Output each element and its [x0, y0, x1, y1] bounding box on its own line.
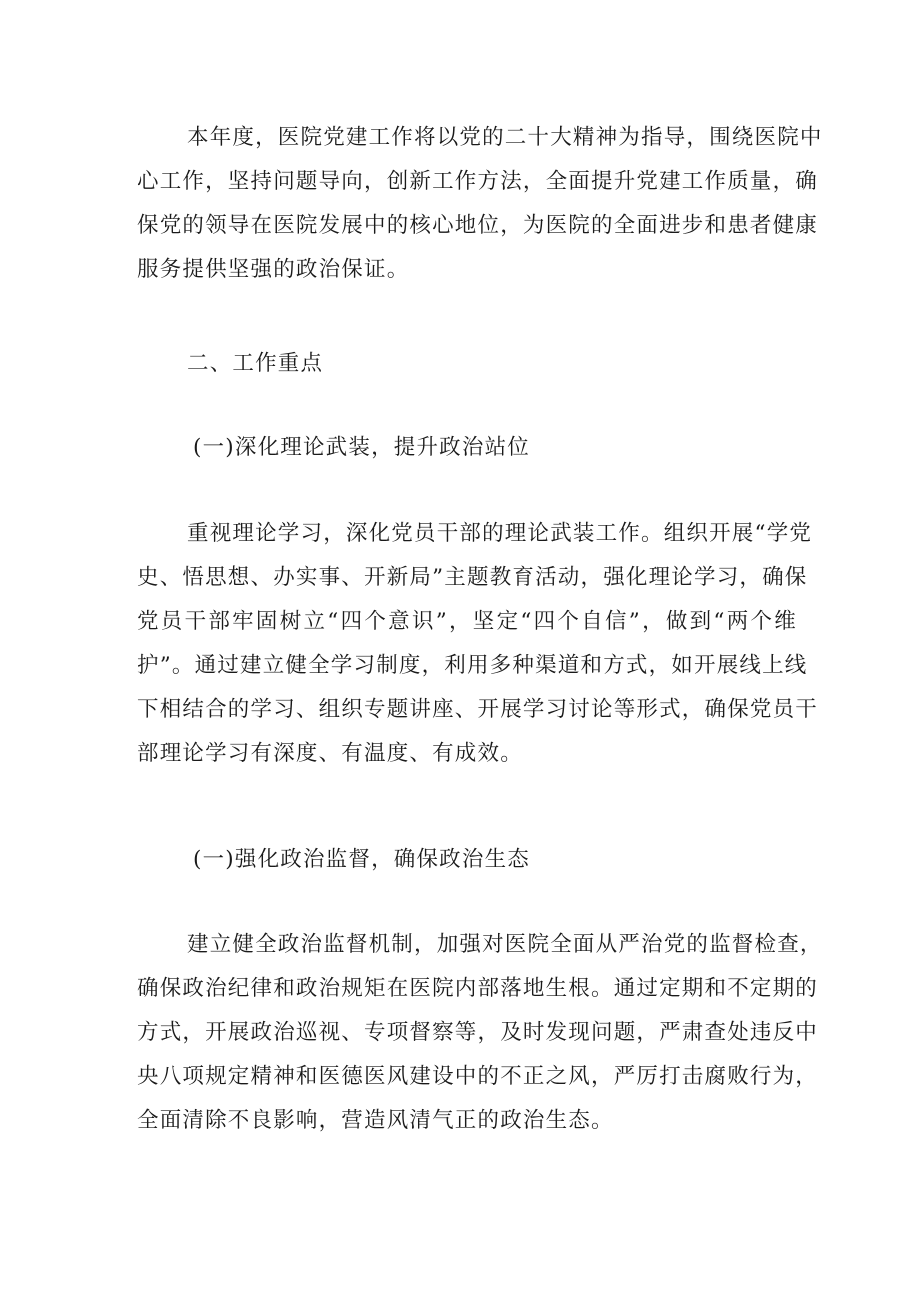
intro-line-1: 本年度，医院党建工作将以党的二十大精神为指导，围绕医院中: [187, 125, 823, 150]
intro-line-2: 心工作，坚持问题导向，创新工作方法，全面提升党建工作质量，确: [137, 169, 819, 194]
intro-line-3: 保党的领导在医院发展中的核心地位，为医院的全面进步和患者健康: [137, 213, 819, 238]
subsection-2-heading: (一)强化政治监督，确保政治生态: [193, 847, 530, 872]
subsection-1-line-4: 护”。通过建立健全学习制度，利用多种渠道和方式，如开展线上线: [137, 653, 808, 678]
subsection-2-line-3: 方式，开展政治巡视、专项督察等，及时发现问题，严肃查处违反中: [137, 1020, 819, 1045]
subsection-1-line-2: 史、悟思想、办实事、开新局”主题教育活动，强化理论学习，确保: [137, 565, 808, 590]
subsection-2-line-1: 建立健全政治监督机制，加强对医院全面从严治党的监督检查，: [187, 932, 823, 957]
subsection-1-line-1: 重视理论学习，深化党员干部的理论武装工作。组织开展“学党: [187, 521, 813, 546]
subsection-2-line-5: 全面清除不良影响，营造风清气正的政治生态。: [137, 1108, 614, 1133]
subsection-1-heading: (一)深化理论武装，提升政治站位: [193, 435, 530, 460]
intro-line-4: 服务提供坚强的政治保证。: [137, 257, 410, 282]
subsection-2-line-2: 确保政治纪律和政治规矩在医院内部落地生根。通过定期和不定期的: [137, 976, 819, 1001]
subsection-1-line-3: 党员干部牢固树立“四个意识”，坚定“四个自信”，做到“两个维: [137, 609, 797, 634]
subsection-1-line-5: 下相结合的学习、组织专题讲座、开展学习讨论等形式，确保党员干: [137, 697, 819, 722]
subsection-2-line-4: 央八项规定精神和医德医风建设中的不正之风，严厉打击腐败行为，: [137, 1064, 819, 1089]
subsection-1-line-6: 部理论学习有深度、有温度、有成效。: [137, 741, 523, 766]
section-heading: 二、工作重点: [187, 351, 324, 376]
